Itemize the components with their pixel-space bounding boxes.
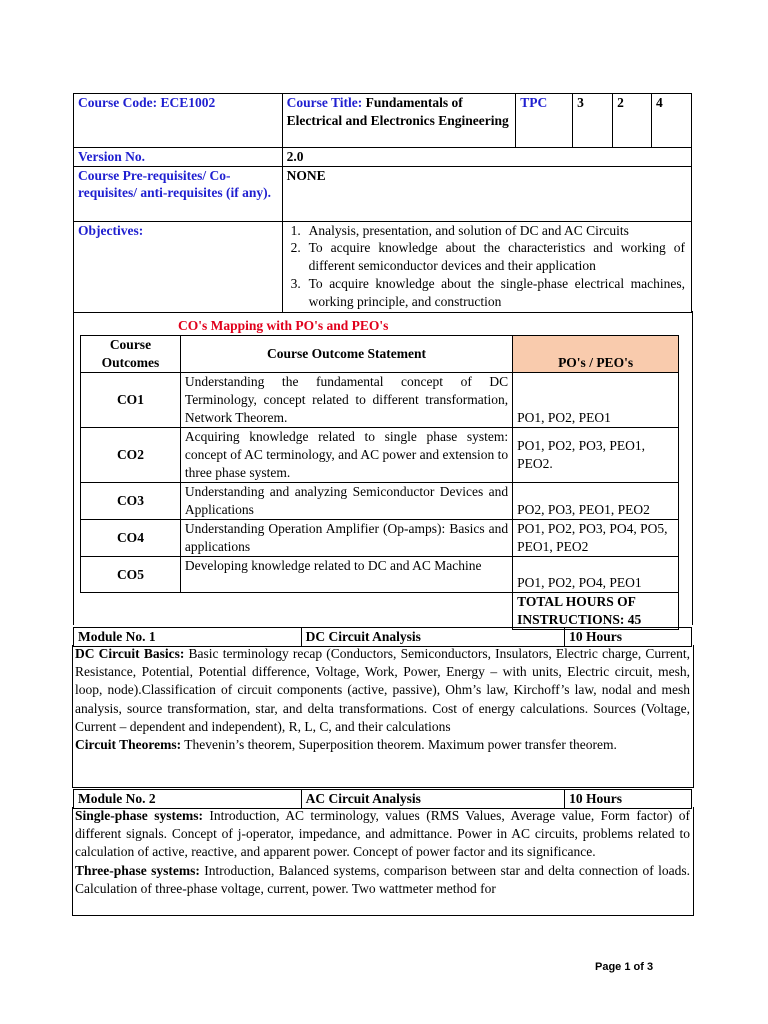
co-pos: PO1, PO2, PEO1 <box>513 373 679 428</box>
co-mapping-table <box>80 335 679 630</box>
co-pos: PO2, PO3, PEO1, PEO2 <box>513 483 679 520</box>
objectives-label: Objectives: <box>74 221 283 312</box>
dc-basics-paragraph: DC Circuit Basics: Basic terminology recap (Conductors, Semiconductors, Insulators, Electric charge, Current, Resistance, Potential, Potential difference, Voltage, Work, Power, Energy – with units, Electric circuit, mesh, loop, node).Classification of circuit components (active, passive), Ohm’s law, Kirchoff’s law, nodal and mesh analysis, source transformation, star, and delta transformations. Cost of energy calculations. Sources (Voltage, Current – dependent and independent), R, L, C, and their calculations <box>75 646 690 734</box>
objective-item: 1. Analysis, presentation, and solution of DC and AC Circuits <box>290 222 629 238</box>
tpc-label: TPC <box>516 94 573 148</box>
co-pos: PO1, PO2, PO4, PEO1 <box>513 557 679 593</box>
circuit-theorems-paragraph: Circuit Theorems: Thevenin’s theorem, Superposition theorem. Maximum power transfer theorem. <box>75 737 617 753</box>
tpc-t: 3 <box>573 94 613 148</box>
co-statement: Acquiring knowledge related to single phase system: concept of AC terminology, and AC power and extension to three phase system. <box>180 428 512 483</box>
blank-cell <box>81 593 181 630</box>
co-pos: PO1, PO2, PO3, PO4, PO5, PEO1, PEO2 <box>513 520 679 557</box>
objective-item: 3. To acquire knowledge about the single-phase electrical machines, working principle, and construction <box>290 275 685 309</box>
module-number: Module No. 2 <box>74 790 302 809</box>
three-phase-paragraph: Three-phase systems: Introduction, Balanced systems, comparison between star and delta connection of loads. Calculation of three-phase voltage, current, power. Two wattmeter method for <box>75 862 690 896</box>
tpc-c: 4 <box>652 94 692 148</box>
course-code: Course Code: ECE1002 <box>74 94 283 148</box>
course-title-cell <box>282 94 516 148</box>
course-header-table <box>73 93 692 313</box>
co-statement: Understanding Operation Amplifier (Op-amps): Basics and applications <box>180 520 512 557</box>
co-id: CO4 <box>81 520 181 557</box>
total-hours: TOTAL HOURS OF INSTRUCTIONS: 45 <box>513 593 679 630</box>
co-statement: Understanding the fundamental concept of DC Terminology, concept related to different transformation, Network Theorem. <box>180 373 512 428</box>
module-number: Module No. 1 <box>74 628 302 647</box>
blank-cell <box>180 593 512 630</box>
version-label: Version No. <box>74 148 283 167</box>
prereq-value: NONE <box>282 166 691 221</box>
module1-content <box>72 645 694 788</box>
module-hours: 10 Hours <box>565 790 692 809</box>
module2-content <box>72 807 694 916</box>
co-id: CO1 <box>81 373 181 428</box>
header-pos: PO's / PEO's <box>513 336 679 373</box>
course-title-label: Course Title: <box>286 95 363 110</box>
mapping-title: CO's Mapping with PO's and PEO's <box>178 318 389 333</box>
single-phase-paragraph: Single-phase systems: Introduction, AC terminology, values (RMS Values, Average value, Form factor) of different signals. Concept of j-operator, impedance, and admittance. Power in AC circuits, problems related to calculation of active, reactive, and apparent power. Concept of power factor and its significance. <box>75 808 690 860</box>
page-number: Page 1 of 3 <box>595 961 654 973</box>
objective-item: 2. To acquire knowledge about the characteristics and working of different semiconductor devices and their application <box>290 240 685 274</box>
objectives-list <box>285 222 685 311</box>
co-id: CO3 <box>81 483 181 520</box>
header-statement: Course Outcome Statement <box>180 336 512 373</box>
co-id: CO5 <box>81 557 181 593</box>
module-hours: 10 Hours <box>565 628 692 647</box>
module2-header <box>73 789 692 809</box>
module1-header <box>73 627 692 647</box>
tpc-p: 2 <box>613 94 652 148</box>
module-title: DC Circuit Analysis <box>301 628 565 647</box>
co-statement: Understanding and analyzing Semiconductor Devices and Applications <box>180 483 512 520</box>
co-pos: PO1, PO2, PO3, PEO1, PEO2. <box>513 428 679 483</box>
co-statement: Developing knowledge related to DC and AC Machine <box>180 557 512 593</box>
course-title: Fundamentals of Electrical and Electronics Engineering <box>286 95 509 128</box>
prereq-label: Course Pre-requisites/ Co-requisites/ anti-requisites (if any). <box>74 166 283 221</box>
header-course-outcomes: Course Outcomes <box>81 336 181 373</box>
co-id: CO2 <box>81 428 181 483</box>
module-title: AC Circuit Analysis <box>301 790 565 809</box>
objectives-cell <box>282 221 691 312</box>
version-value: 2.0 <box>282 148 691 167</box>
